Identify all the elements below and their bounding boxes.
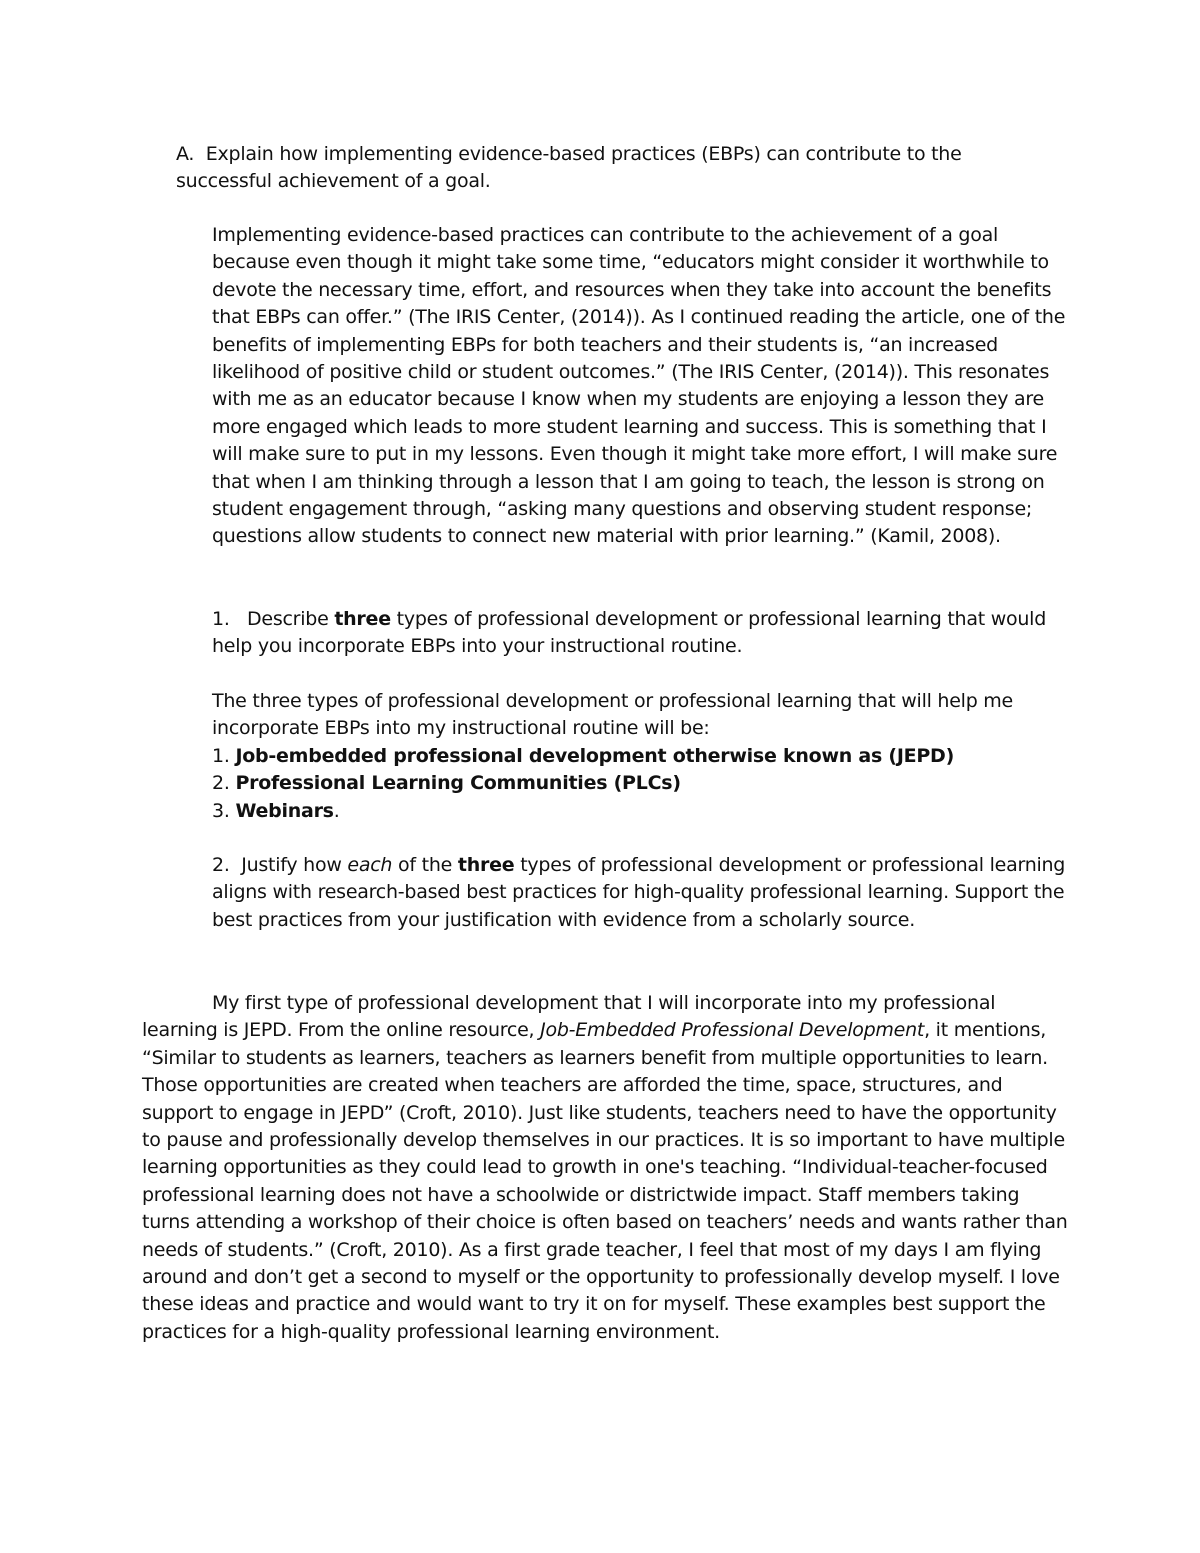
- answer-a: [212, 222, 1072, 551]
- source-title: Job-Embedded Professional Development: [540, 1019, 925, 1042]
- list-item-suffix: .: [333, 799, 340, 822]
- list-item: [212, 743, 1072, 770]
- question-2-each: each: [347, 854, 393, 876]
- question-1: [212, 606, 1072, 661]
- answer-2: [142, 990, 1072, 1346]
- list-item-number: 1.: [212, 744, 230, 767]
- question-a: [176, 141, 1056, 196]
- answer-1-intro: The three types of professional development or professional learning that will help me incorporate EBPs into my instructional routine will be:: [212, 690, 1013, 740]
- list-item-text: Webinars: [235, 799, 334, 822]
- question-2: [212, 852, 1072, 934]
- list-item: [212, 798, 1072, 825]
- answer-2-post: , it mentions, “Similar to students as learners, teachers as learners benefit from multiple opportunities to learn. Those opportunities are created when teachers are afforded the time, space, structures, and support to engage in JEPD” (Croft, 2010). Just like students, teachers need to have the opportunity to pause and professionally develop themselves in our practices. It is so important to have multiple learning opportunities as they could lead to growth in one's teaching. “Individual-teacher-focused professional learning does not have a schoolwide or districtwide impact. Staff members taking turns attending a workshop of their choice is often based on teachers’ needs and wants rather than needs of students.” (Croft, 2010). As a first grade teacher, I feel that most of my days I am flying around and don’t get a second to myself or the opportunity to professionally develop myself. I love these ideas and practice and would want to try it on for myself. These examples best support the practices for a high-quality professional learning environment.: [142, 1019, 1068, 1343]
- answer-2-pre: My first type of professional development that I will incorporate into my professional learning is JEPD. From the online resource,: [142, 992, 996, 1042]
- answer-a-text: Implementing evidence-based practices can contribute to the achievement of a goal because even though it might take some time, “educators might consider it worthwhile to devote the necessary time, effort, and resources when they take into account the benefits that EBPs can offer.” (The IRIS Center, (2014)). As I continued reading the article, one of the benefits of implementing EBPs for both teachers and their students is, “an increased likelihood of positive child or student outcomes.” (The IRIS Center, (2014)). This resonates with me as an educator because I know when my students are enjoying a lesson they are more engaged which leads to more student learning and success. This is something that I will make sure to put in my lessons. Even though it might take more effort, I will make sure that when I am thinking through a lesson that I am going to teach, the lesson is strong on student engagement through, “asking many questions and observing student response; questions allow students to connect new material with prior learning.” (Kamil, 2008).: [212, 224, 1066, 548]
- question-1-emphasis: three: [334, 608, 391, 630]
- question-a-text: Explain how implementing evidence-based practices (EBPs) can contribute to the successful achievement of a goal.: [176, 143, 962, 193]
- list-item-text: Job-embedded professional development otherwise known as (JEPD): [235, 744, 954, 767]
- question-a-label: A.: [176, 143, 195, 165]
- question-1-post: types of professional development or professional learning that would help you incorporate EBPs into your instructional routine.: [212, 608, 1047, 658]
- answer-1: [212, 688, 1072, 825]
- list-item-number: 2.: [212, 772, 230, 795]
- question-1-label: 1.: [212, 608, 230, 630]
- question-2-pre: Justify how: [241, 854, 342, 876]
- question-2-emphasis: three: [457, 854, 515, 876]
- list-item-text: Professional Learning Communities (PLCs): [235, 772, 681, 795]
- list-item: [212, 770, 1072, 797]
- question-2-post: types of professional development or professional learning aligns with research-based best practices for high-quality professional learning. Support the best practices from your justification with evidence from a scholarly source.: [212, 854, 1066, 931]
- question-2-mid: of the: [398, 854, 453, 876]
- question-1-pre: Describe: [247, 608, 329, 630]
- list-item-number: 3.: [212, 799, 230, 822]
- question-2-label: 2.: [212, 854, 230, 876]
